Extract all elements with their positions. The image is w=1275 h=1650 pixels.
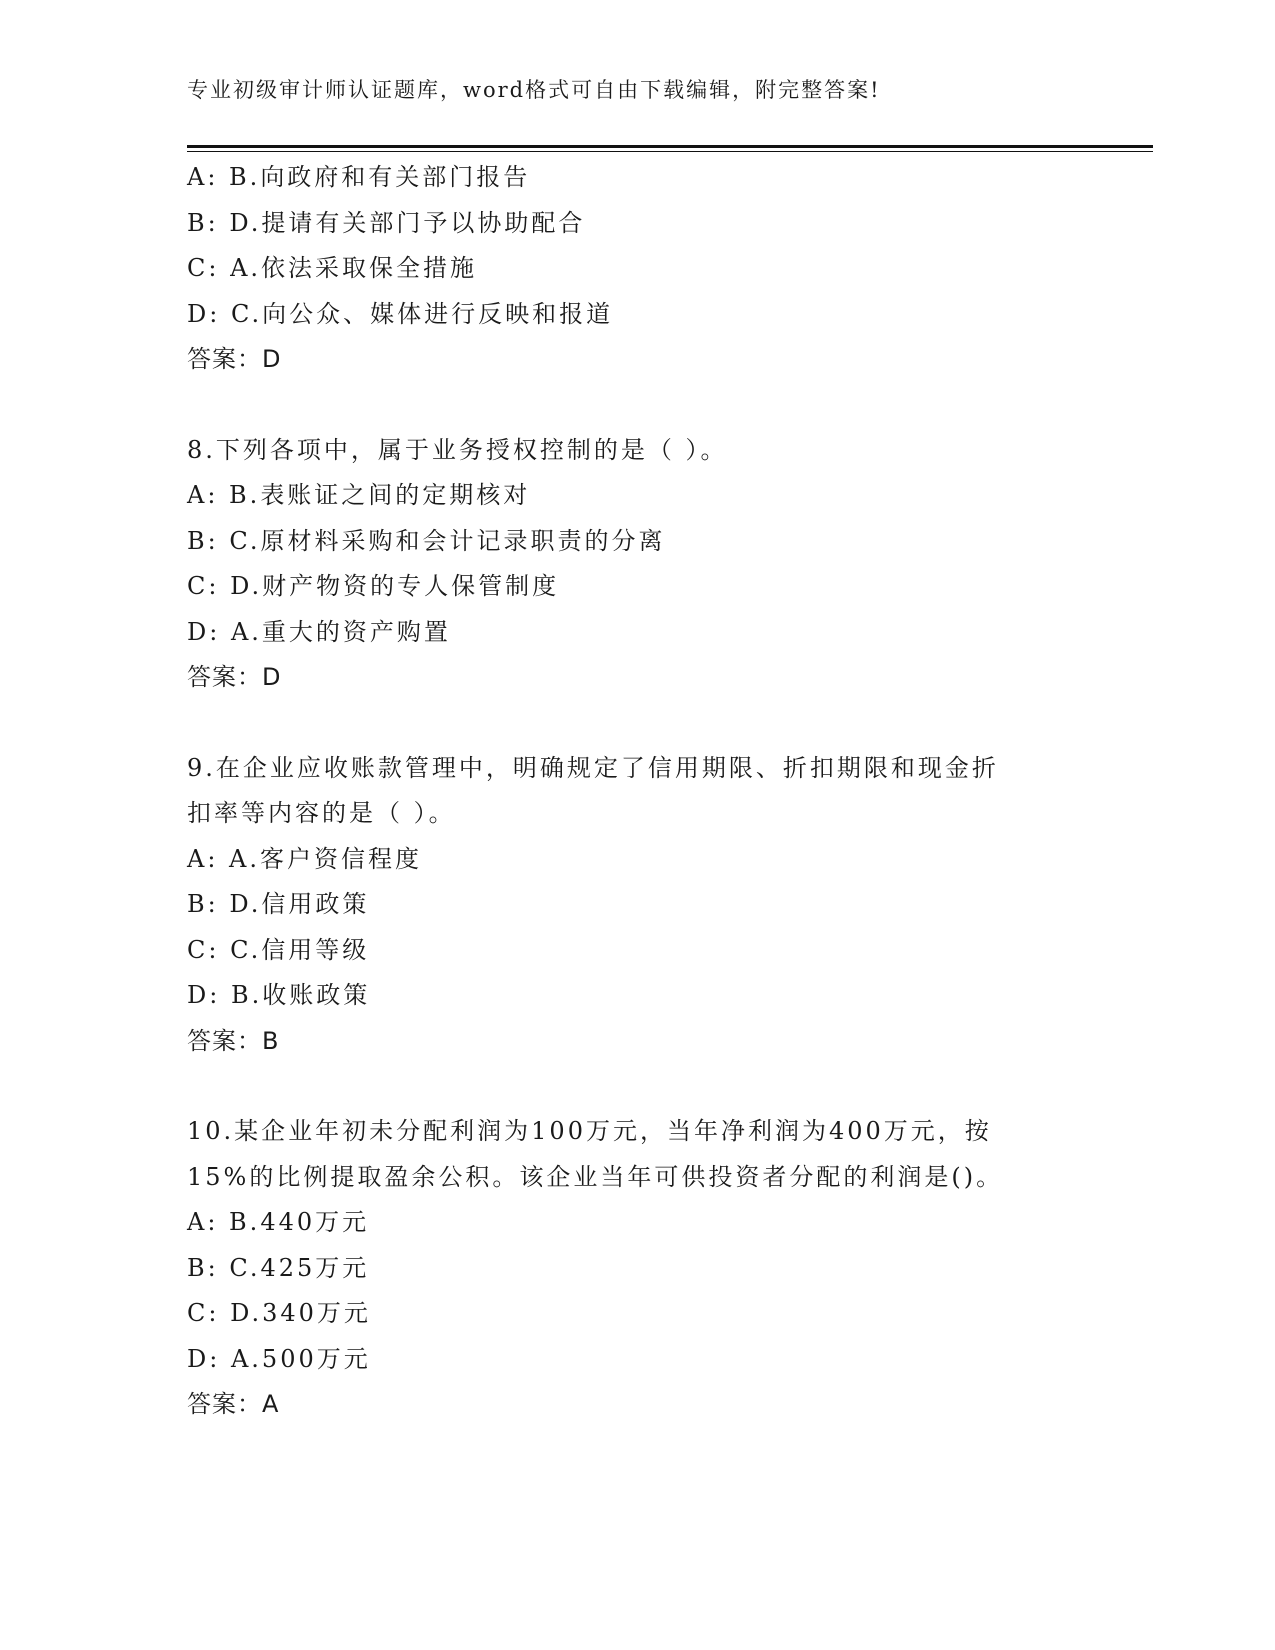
option-d: D: A.500万元 — [187, 1344, 371, 1373]
option-c: C: D.340万元 — [187, 1299, 371, 1327]
header-rule-thin — [187, 151, 1153, 152]
question-stem-line-2: 扣率等内容的是（ ）。 — [187, 799, 456, 827]
option-a: A: A.客户资信程度 — [187, 844, 423, 873]
question-9 — [187, 746, 1067, 1065]
option-a: A: B.向政府和有关部门报告 — [187, 163, 531, 191]
answer: 答案：B — [187, 1026, 280, 1055]
answer: 答案：D — [187, 663, 282, 691]
option-d: D: B.收账政策 — [187, 981, 371, 1009]
answer: 答案：D — [187, 345, 282, 373]
option-b: B: C.425万元 — [187, 1253, 370, 1282]
option-c: C: A.依法采取保全措施 — [187, 254, 478, 282]
question-7 — [187, 155, 1067, 383]
question-stem-line-2: 15%的比例提取盈余公积。该企业当年可供投资者分配的利润是()。 — [187, 1162, 1004, 1191]
option-d: D: C.向公众、媒体进行反映和报道 — [187, 299, 614, 328]
question-8 — [187, 428, 1067, 701]
question-stem-line-1: 9.在企业应收账款管理中，明确规定了信用期限、折扣期限和现金折 — [187, 753, 999, 782]
page-header: 专业初级审计师认证题库，word格式可自由下载编辑，附完整答案! — [187, 78, 881, 102]
question-10 — [187, 1109, 1067, 1428]
option-d: D: A.重大的资产购置 — [187, 617, 451, 646]
option-c: C: D.财产物资的专人保管制度 — [187, 572, 560, 600]
option-b: B: D.提请有关部门予以协助配合 — [187, 208, 586, 237]
header-rule — [187, 145, 1153, 148]
option-a: A: B.表账证之间的定期核对 — [187, 481, 531, 509]
option-b: B: D.信用政策 — [187, 890, 370, 918]
option-b: B: C.原材料采购和会计记录职责的分离 — [187, 526, 666, 555]
question-stem: 8.下列各项中，属于业务授权控制的是（ ）。 — [187, 435, 728, 464]
option-c: C: C.信用等级 — [187, 935, 370, 964]
option-a: A: B.440万元 — [187, 1208, 370, 1236]
question-stem-line-1: 10.某企业年初未分配利润为100万元，当年净利润为400万元，按 — [187, 1117, 992, 1145]
question-list — [187, 155, 1067, 1428]
answer: 答案：A — [187, 1390, 280, 1418]
